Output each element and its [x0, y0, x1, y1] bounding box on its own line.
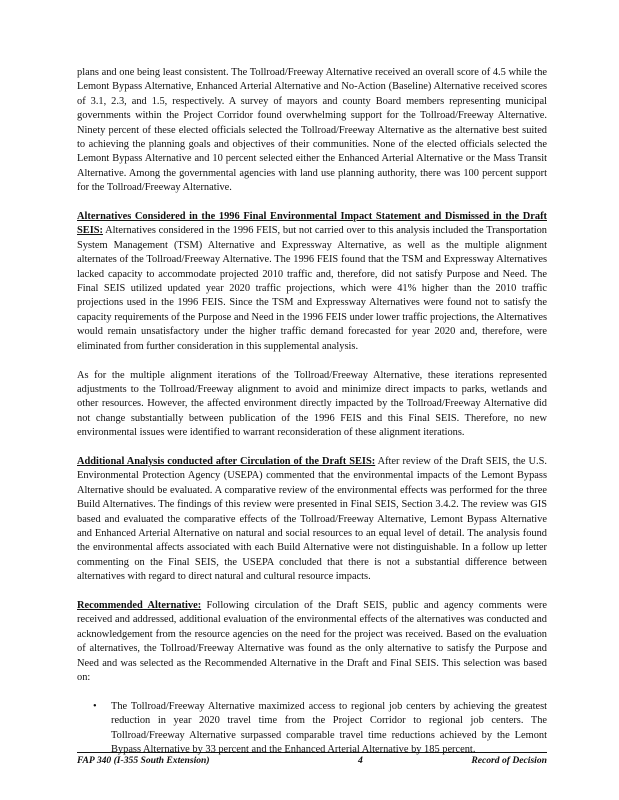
footer-document-title: Record of Decision [471, 755, 547, 766]
bullet-list [77, 700, 547, 758]
paragraph-text: After review of the Draft SEIS, the U.S. Environmental Protection Agency (USEPA) commented that the environmental impacts of the Lemont Bypass Alternative should be evaluated. A comparative review of the environmental effects was performed for the three Build Alternatives. The findings of this review were presented in Final SEIS, Section 3.4.2. The review was GIS based and evaluated the comparative effects of the Tollroad/Freeway Alternative, Lemont Bypass Alternative and Enhanced Arterial Alternative on natural and social resources to an equal level of detail. The analysis found the environmental affects associated with each Build Alternative were not distinguishable. In a follow up letter commenting on the Final SEIS, the USEPA concluded that there is not a substantial difference between alternatives with regard to direct natural and cultural resource impacts. [77, 455, 547, 583]
paragraph-text: Following circulation of the Draft SEIS, public and agency comments were received and addressed, additional evaluation of the environmental effects of the alternatives was conducted and acknowledgement from the resource agencies on the need for the project was received. Based on the evaluation of alternatives, the Tollroad/Freeway Alternative was found as the only alternative to satisfy the Purpose and Need and was selected as the Recommended Alternative in the Draft and Final SEIS. This selection was based on: [77, 599, 547, 683]
paragraph-additional-analysis [77, 455, 547, 585]
section-heading-dismissed-alternatives: Alternatives Considered in the 1996 Final Environmental Impact Statement and Dismissed in the Draft SEIS: [77, 211, 547, 237]
paragraph-alignment-iterations: As for the multiple alignment iterations of the Tollroad/Freeway Alternative, these iterations represented adjustments to the Tollroad/Freeway alignment to avoid and minimize direct impacts to parks, wetlands and other resources. However, the affected environment directly impacted by the Tollroad/Freeway Alternative did not change substantially between publication of the 1996 FEIS and this Final SEIS. Therefore, no new environmental issues were identified to warrant reconsideration of these alignment iterations. [77, 369, 547, 439]
paragraph-text: Alternatives considered in the 1996 FEIS, but not carried over to this analysis included the Transportation System Management (TSM) Alternative and Expressway Alternative, as well as the multiple alignment alternates of the Tollroad/Freeway Alternative. The 1996 FEIS found that the TSM and Expressway Alternatives lacked capacity to accommodate projected 2010 traffic and, therefore, did not satisfy Purpose and Need. The Final SEIS utilized updated year 2020 traffic projections, which were 41% higher than the 2010 traffic projections used in the 1996 FEIS. Since the TSM and Expressway Alternatives were found not to satisfy the capacity requirements of the Purpose and Need in the 1996 FEIS under lower traffic projections, the Alternatives would remain unsatisfactory under the higher traffic demand forecasted for year 2020 and, therefore, were eliminated from further consideration in this supplemental analysis. [77, 225, 547, 352]
page-footer [77, 752, 547, 766]
bullet-icon: • [93, 700, 97, 712]
paragraph-evaluation-scores: plans and one being least consistent. The Tollroad/Freeway Alternative received an overall score of 4.5 while the Lemont Bypass Alternative, Enhanced Arterial Alternative and No-Action (Baseline) Alternative received scores of 3.1, 2.3, and 1.5, respectively. A survey of mayors and county Board members representing municipal governments within the Project Corridor found overwhelming support for the Tollroad/Freeway Alternative. Ninety percent of these elected officials selected the Tollroad/Freeway Alternative as the alternative best suited to achieving the planning goals and objectives of their communities. None of the elected officials selected the Lemont Bypass Alternative and 10 percent selected either the Enhanced Arterial Alternative or the Mass Transit Alternative. Among the governmental agencies with land use planning authority, there was 100 percent support for the Tollroad/Freeway Alternative. [77, 67, 547, 194]
footer-project-title: FAP 340 (I-355 South Extension) [77, 755, 210, 766]
page-body [77, 66, 547, 757]
list-item [77, 700, 547, 758]
section-heading-recommended-alternative: Recommended Alternative: [77, 599, 202, 611]
paragraph-recommended-alternative [77, 599, 547, 685]
paragraph-dismissed-alternatives [77, 210, 547, 354]
list-item-text: The Tollroad/Freeway Alternative maximized access to regional job centers by achieving the greatest reduction in year 2020 travel time from the Project Corridor to regional job centers. The Tollroad/Freeway Alternative surpassed comparable travel time reductions achieved by the Lemont Bypass Alternative by 33 percent and the Enhanced Arterial Alternative by 185 percent. [111, 700, 547, 756]
footer-page-number: 4 [358, 755, 363, 766]
section-heading-additional-analysis: Additional Analysis conducted after Circulation of the Draft SEIS: [77, 455, 376, 467]
